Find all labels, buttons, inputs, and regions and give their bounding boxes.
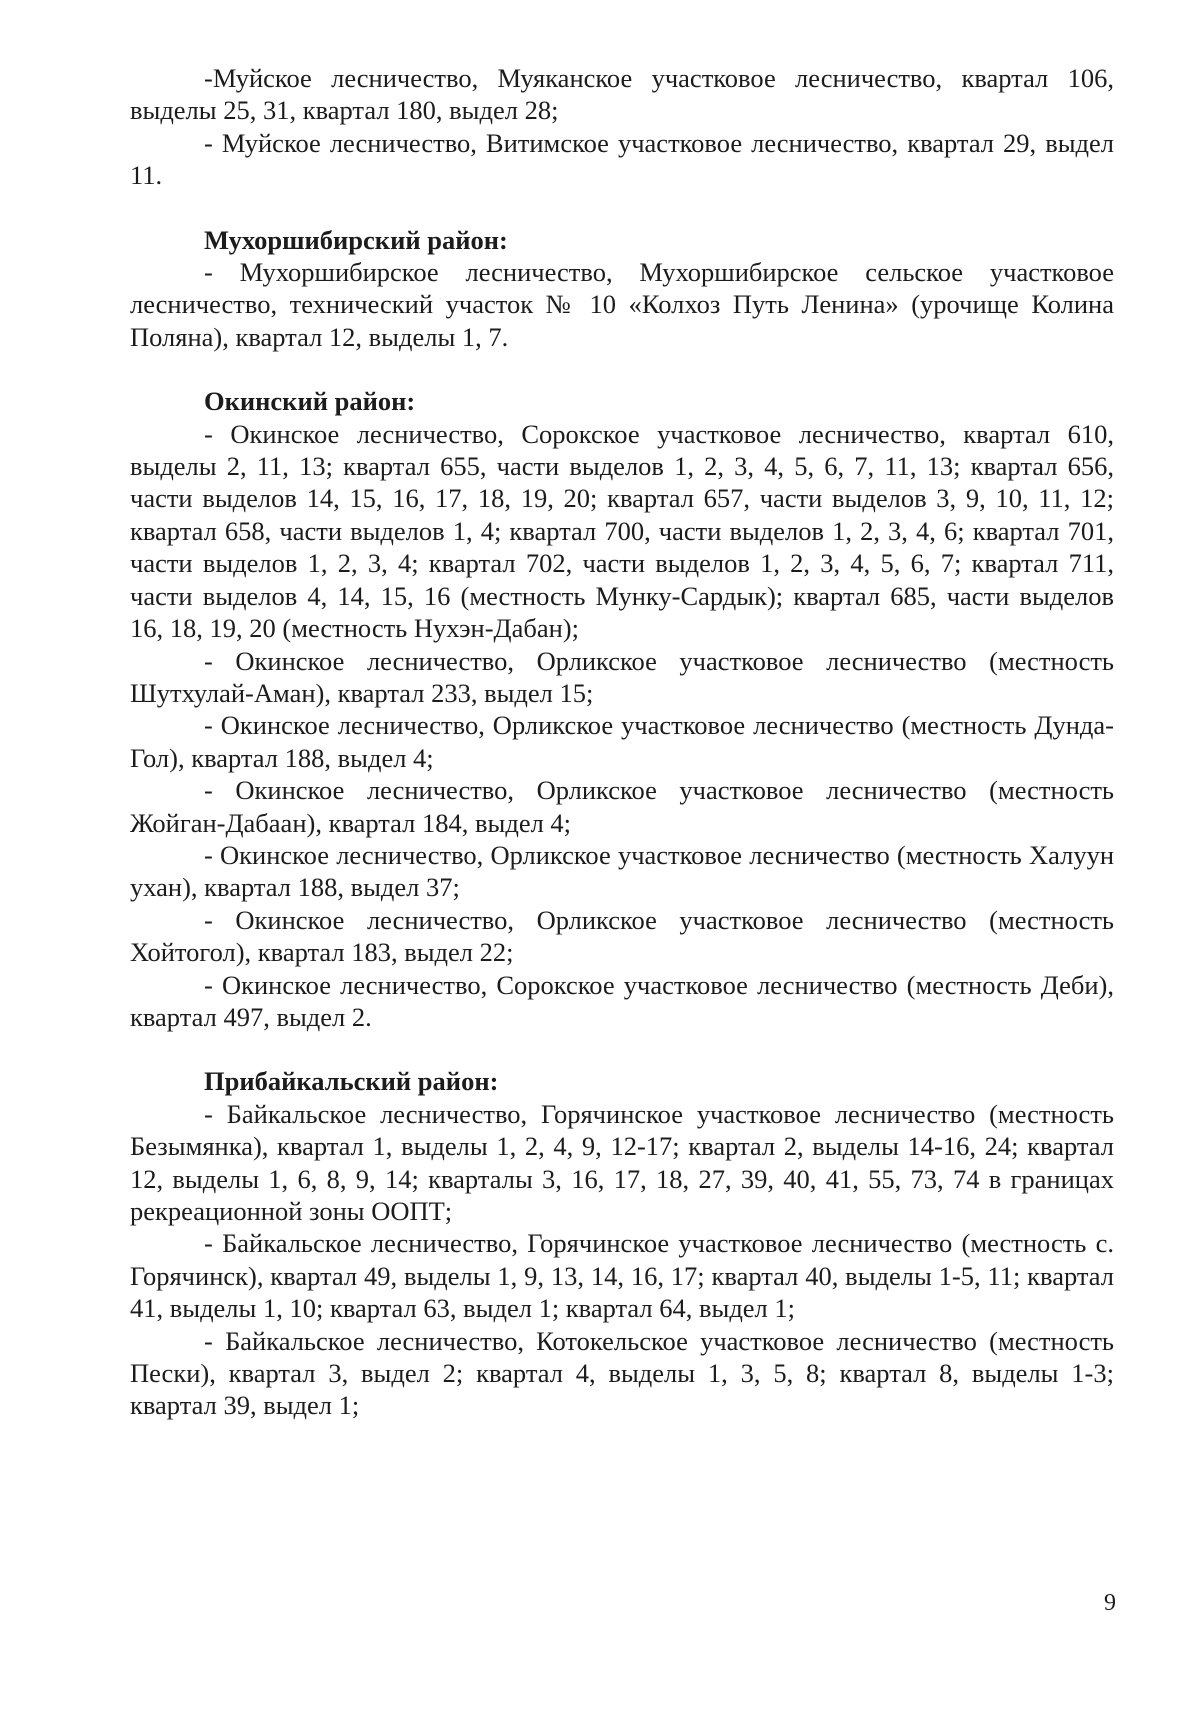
paragraph-oka-2: - Окинское лесничество, Орликское участковое лесничество (местность Шутхулай-Аман), квартал 233, выдел 15; [130, 645, 1114, 708]
paragraph-pribaikal-2: - Байкальское лесничество, Горячинское участковое лесничество (местность с. Горячинск), квартал 49, выделы 1, 9, 13, 14, 16, 17; квартал 40, выделы 1-5, 11; квартал 41, выделы 1, 10; квартал 63, выдел 1; квартал 64, выдел 1; [130, 1228, 1114, 1324]
section-title-pribaikal: Прибайкальский район: [204, 1066, 499, 1097]
paragraph-pribaikal-1: - Байкальское лесничество, Горячинское участковое лесничество (местность Безымянка), квартал 1, выделы 1, 2, 4, 9, 12-17; квартал 2, выделы 14-16, 24; квартал 12, выделы 1, 6, 8, 9, 14; кварталы 3, 16, 17, 18, 27, 39, 40, 41, 55, 73, 74 в границах рекреационной зоны ООПТ; [130, 1098, 1114, 1226]
paragraph-mukhorshibir-1: - Мухоршибирское лесничество, Мухоршибирское сельское участковое лесничество, технический участок № 10 «Колхоз Путь Ленина» (урочище Колина Поляна), квартал 12, выделы 1, 7. [130, 257, 1114, 352]
section-spacer [130, 1033, 1114, 1065]
paragraph-pribaikal-3: - Байкальское лесничество, Котокельское участковое лесничество (местность Пески), квартал 3, выдел 2; квартал 4, выделы 1, 3, 5, 8; квартал 8, выделы 1-3; квартал 39, выдел 1; [130, 1325, 1114, 1421]
paragraph-muya-2: - Муйское лесничество, Витимское участковое лесничество, квартал 29, выдел 11. [130, 127, 1114, 191]
paragraph-muya-1: -Муйское лесничество, Муяканское участковое лесничество, квартал 106, выделы 25, 31, квартал 180, выдел 28; [130, 63, 1114, 126]
paragraph-oka-3: - Окинское лесничество, Орликское участковое лесничество (местность Дунда-Гол), квартал 188, выдел 4; [130, 710, 1114, 773]
section-title-mukhorshibir: Мухоршибирский район: [204, 224, 508, 255]
page-number: 9 [1104, 1590, 1116, 1616]
paragraph-oka-1: - Окинское лесничество, Сорокское участковое лесничество, квартал 610, выделы 2, 11, 13; квартал 655, части выделов 1, 2, 3, 4, 5, 6, 7, 11, 13; квартал 656, части выделов 14, 15, 16, 17, 18, 19, 20; квартал 657, части выделов 3, 9, 10, 11, 12; квартал 658, части выделов 1, 4; квартал 700, части выделов 1, 2, 3, 4, 6; квартал 701, части выделов 1, 2, 3, 4; квартал 702, части выделов 1, 2, 3, 4, 5, 6, 7; квартал 711, части выделов 4, 14, 15, 16 (местность Мунку-Сардык); квартал 685, части выделов 16, 18, 19, 20 (местность Нухэн-Дабан); [130, 418, 1114, 644]
section-title-oka: Окинский район: [204, 386, 416, 417]
section-spacer [130, 192, 1114, 224]
section-spacer [130, 353, 1114, 385]
paragraph-oka-4: - Окинское лесничество, Орликское участковое лесничество (местность Жойган-Дабаан), квартал 184, выдел 4; [130, 775, 1114, 838]
document-body [130, 62, 1114, 1422]
paragraph-oka-6: - Окинское лесничество, Орликское участковое лесничество (местность Хойтогол), квартал 183, выдел 22; [130, 904, 1114, 968]
paragraph-oka-7: - Окинское лесничество, Сорокское участковое лесничество (местность Деби), квартал 497, выдел 2. [130, 969, 1114, 1032]
paragraph-oka-5: - Окинское лесничество, Орликское участковое лесничество (местность Халуун ухан), квартал 188, выдел 37; [130, 839, 1114, 903]
